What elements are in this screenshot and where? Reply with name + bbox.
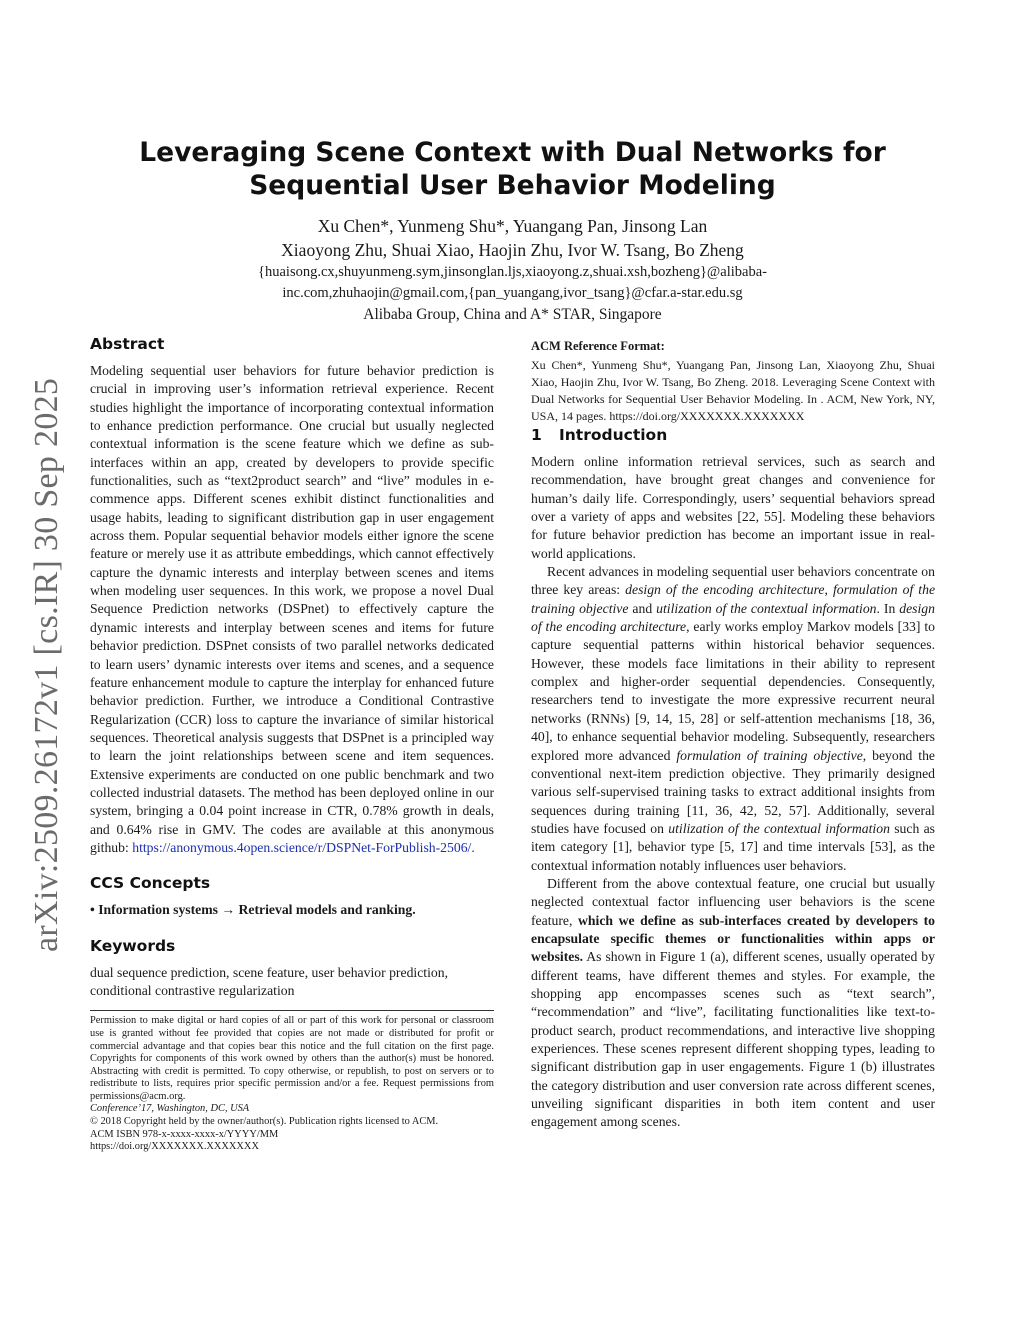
author-emails-2: inc.com,zhuhaojin@gmail.com,{pan_yuangang,ivor_tsang}@cfar.a-star.edu.sg — [282, 285, 743, 301]
intro-paragraph-3 — [531, 875, 935, 1132]
right-column — [531, 338, 935, 1132]
emphasis: utilization of the contextual information — [656, 600, 877, 616]
ccs-heading: CCS Concepts — [90, 874, 211, 893]
copyright-line: © 2018 Copyright held by the owner/author(s). Publication rights licensed to ACM. — [90, 1116, 439, 1128]
isbn-line: ACM ISBN 978-x-xxxx-xxxx-x/YYYY/MM — [90, 1128, 279, 1140]
doi-line: https://doi.org/XXXXXXX.XXXXXXX — [90, 1141, 259, 1153]
arxiv-identifier: arXiv:2509.26172v1 [cs.IR] 30 Sep 2025 — [28, 377, 65, 952]
github-link[interactable]: https://anonymous.4open.science/r/DSPNet-ForPublish-2506/. — [132, 839, 475, 855]
abstract-text — [90, 362, 494, 857]
text-run: , early works employ Markov models [33] to capture sequential patterns within historical behavior sequences. However, these models face limitations in their ability to represent complex and higher-order sequential dependencies. Consequently, researchers tend to investigate the more expressive recurrent neural networks (RNNs) [9, 14, 15, 28] or self-attention mechanisms [18, 36, 40], to enhance sequential behavior modeling. Subsequently, researchers explored more advanced — [531, 619, 935, 763]
emphasis: formulation of training objective — [676, 747, 863, 763]
paper-title: Leveraging Scene Context with Dual Networks for Sequential User Behavior Modeling — [139, 137, 886, 201]
author-line-2: Xiaoyong Zhu, Shuai Xiao, Haojin Zhu, Ivor W. Tsang, Bo Zheng — [281, 240, 744, 260]
author-emails-1: {huaisong.cx,shuyunmeng.sym,jinsonglan.ljs,xiaoyong.z,shuai.xsh,bozheng}@alibaba- — [258, 264, 767, 280]
text-run: and — [628, 600, 657, 616]
author-block — [90, 214, 935, 326]
left-column — [90, 334, 494, 1154]
emphasis: formulation of the training objective — [531, 582, 936, 616]
text-run: , beyond the conventional next-item prediction objective. They primarily designed various self-supervised training tasks to extract additional insights from sequences during training [11, 36, 42, 52, 57]. Additionally, several studies have focused on — [531, 747, 936, 836]
text-run: such as item category [1], behavior type [5, 17] and time intervals [53], as the contextual information notably influences user behaviors. — [531, 820, 935, 873]
keywords-heading: Keywords — [90, 936, 176, 955]
ccs-concepts — [90, 901, 494, 919]
emphasis: design of the encoding architecture — [625, 582, 825, 598]
emphasis: utilization of the contextual information — [668, 820, 890, 836]
emphasis: design of the encoding architecture — [531, 600, 935, 635]
text-run: Recent advances in modeling sequential user behaviors concentrate on three key areas: — [531, 564, 935, 598]
section-title: Introduction — [559, 426, 668, 444]
text-run: , — [824, 582, 833, 598]
footnote-divider — [90, 1010, 494, 1011]
section-number: 1 — [531, 426, 542, 444]
conference-info: Conference’17, Washington, DC, USA — [90, 1103, 250, 1115]
bold-definition: which we define as sub-interfaces created by developers to encapsulate specific themes or functionalities within apps or websites. — [531, 912, 935, 965]
permission-footnote — [90, 1015, 494, 1154]
introduction-heading — [531, 425, 935, 445]
ccs-bullet: • Information systems → Retrieval models and ranking. — [90, 902, 416, 918]
text-run: Different from the above contextual feature, one crucial but usually neglected contextual factor influencing user behaviors is the scene feature, — [531, 875, 935, 928]
permission-text: Permission to make digital or hard copies of all or part of this work for personal or classroom use is granted without fee provided that copies are not made or distributed for profit or commercial advantage and that copies bear this notice and the full citation on the first page. Copyrights for components of this work owned by others than the author(s) must be honored. Abstracting with credit is permitted. To copy otherwise, or republish, to post on servers or to redistribute to lists, requires prior specific permission and/or a fee. Request permissions from permissions@acm.org. — [90, 1015, 494, 1102]
author-affiliation: Alibaba Group, China and A* STAR, Singapore — [363, 306, 662, 323]
text-run: . In — [876, 600, 900, 616]
text-run: As shown in Figure 1 (a), different scenes, usually operated by different teams, have different themes and styles. For example, the shopping app encompasses scenes such as “text search”, “recommendation” and “live”, facilitating functionalities like text-to-product search, product recommendations, and interactive live shopping experiences. These scenes represent different shopping types, leading to significant distribution gap in user engagements. Figure 1 (b) illustrates the category distribution and user conversion rate across different scenes, unveiling significant disparities in both item content and user engagement among scenes. — [531, 949, 935, 1130]
intro-paragraph-2 — [531, 563, 935, 875]
abstract-body: Modeling sequential user behaviors for future behavior prediction is crucial in improving user’s information retrieval experience. Recent studies highlight the importance of incorporating contextual information to enhance prediction performance. One crucial but usually neglected contextual information is the scene feature which we define as sub-interfaces within an app, created by developers to provide specific functionalities, such as “text2product search” and “live” modules in e-commence apps. Different scenes exhibit distinct functionalities and usage habits, leading to significant distribution gap in user engagement across them. Popular sequential behavior models either ignore the scene feature or merely use it as attribute embeddings, which cannot effectively capture the dynamic interests and interplay between scenes and items when modeling user sequences. In this work, we propose a novel Dual Sequence Prediction networks (DSPnet) to effectively capture the dynamic interests and interplay between scenes and items for future behavior prediction. DSPnet consists of two parallel networks dedicated to learn users’ dynamic interests over items and scenes, and a sequence feature enhancement module to capture the interplay for enhanced future behavior prediction. Further, we introduce a Conditional Contrastive Regularization (CCR) loss to capture the invariance of similar historical sequences. Theoretical analysis suggests that DSPnet is a principled way to learn the joint relationships between scene and item sequences. Extensive experiments are conducted on one public benchmark and two collected industrial datasets. The method has been deployed online in our system, bringing a 0.04 point increase in CTR, 0.78% growth in deals, and 0.64% rise in GMV. The codes are available at this anonymous github: — [90, 363, 494, 855]
acm-reference-heading: ACM Reference Format: — [531, 339, 665, 353]
acm-reference-text: Xu Chen*, Yunmeng Shu*, Yuangang Pan, Jinsong Lan, Xiaoyong Zhu, Shuai Xiao, Haojin Zhu, Ivor W. Tsang, Bo Zheng. 2018. Leveraging Scene Context with Dual Networks for Sequential User Behavior Modeling. In . ACM, New York, NY, USA, 14 pages. https://doi.org/XXXXXXX.XXXXXXX — [531, 358, 935, 423]
keywords-text: dual sequence prediction, scene feature, user behavior prediction, conditional contrastive regularization — [90, 964, 449, 998]
abstract-heading: Abstract — [90, 335, 165, 353]
intro-paragraph-1: Modern online information retrieval services, such as search and recommendation, have brought great changes and convenience for human’s daily life. Correspondingly, users’ sequential behaviors spread over a variety of apps and websites [22, 55]. Modeling these behaviors for future behavior prediction has become an important issue in real-world applications. — [531, 454, 935, 561]
author-line-1: Xu Chen*, Yunmeng Shu*, Yuangang Pan, Jinsong Lan — [317, 216, 708, 236]
